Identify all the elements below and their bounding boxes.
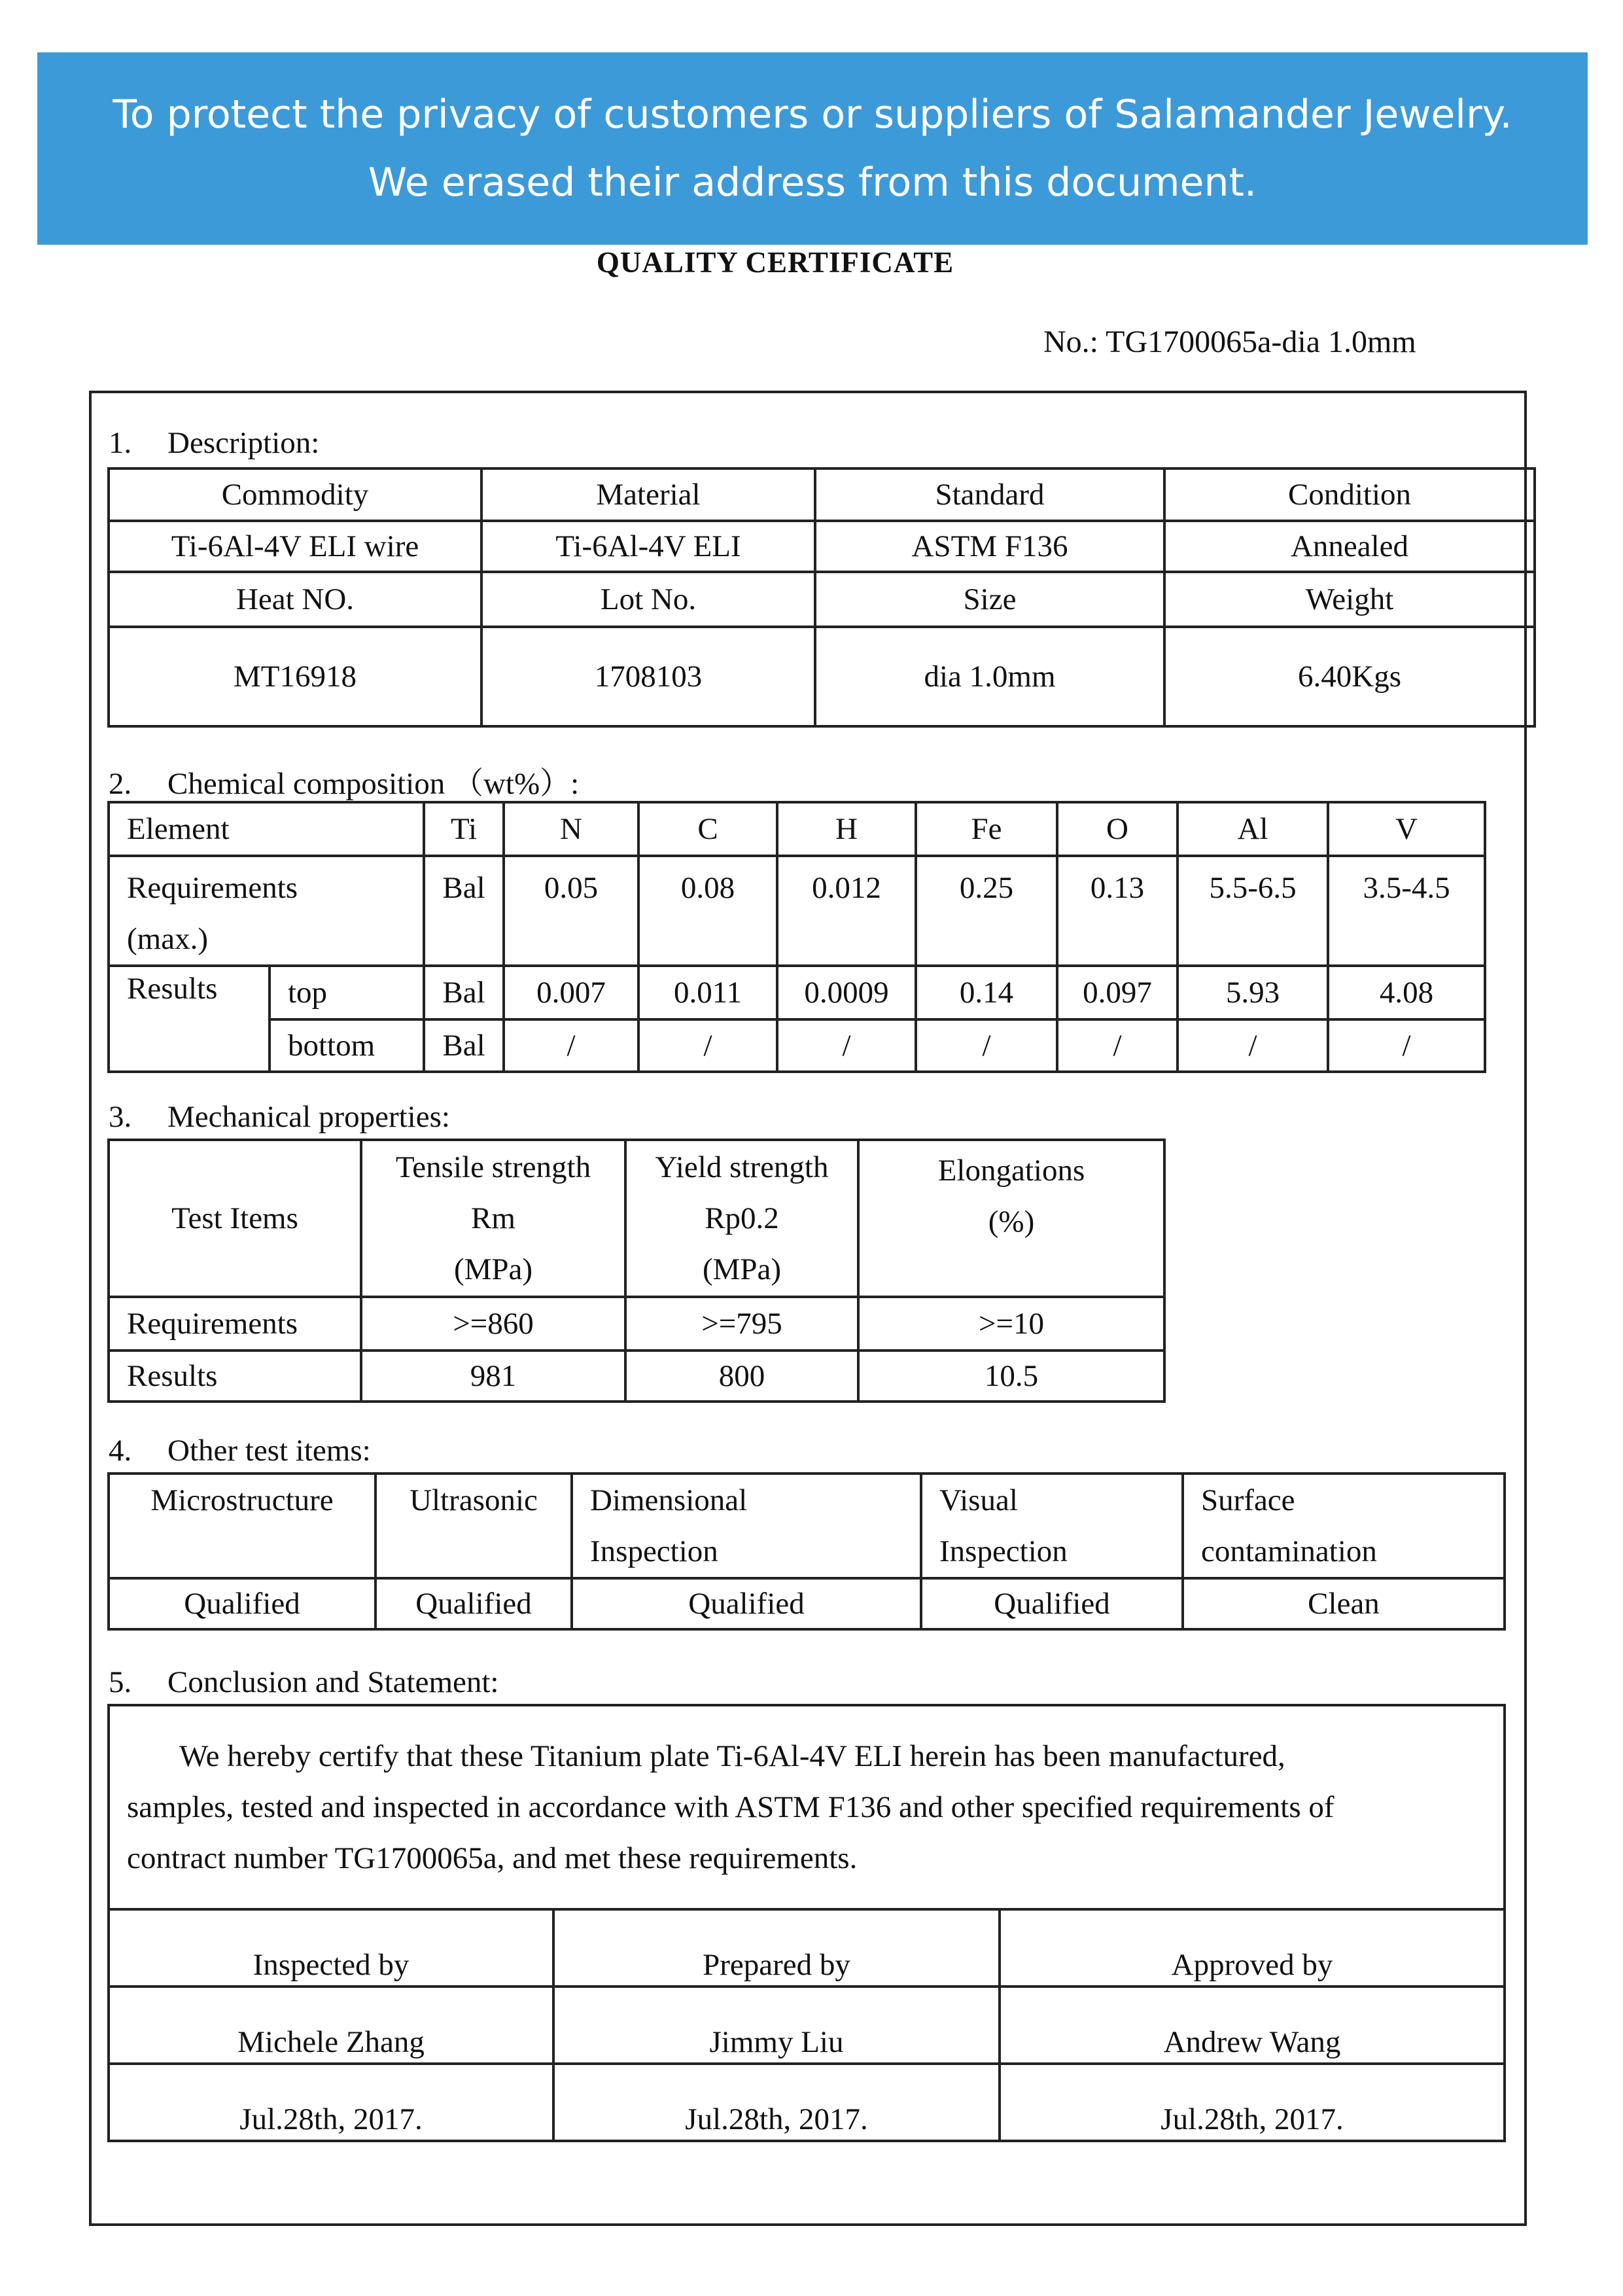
other-tests-table xyxy=(107,1472,1506,1631)
chem-results-label: Results xyxy=(109,966,270,1072)
commodity-value: Ti-6Al-4V ELI wire xyxy=(109,521,481,572)
section-1-number: 1. xyxy=(109,426,132,460)
section-5-heading xyxy=(109,1665,499,1700)
privacy-banner xyxy=(37,52,1588,245)
req-c: 0.08 xyxy=(638,856,777,966)
top-ti: Bal xyxy=(424,966,504,1019)
top-o: 0.097 xyxy=(1057,966,1178,1019)
description-value-row xyxy=(109,521,1535,572)
statement-text xyxy=(109,1705,1505,1909)
document-number: No.: TG1700065a-dia 1.0mm xyxy=(1043,325,1416,359)
element-row xyxy=(109,802,1485,856)
tensile-line-1: Tensile strength xyxy=(395,1150,591,1184)
elongation-line-2: (%) xyxy=(988,1205,1035,1239)
statement-line-1: We hereby certify that these Titanium plate Ti-6Al-4V ELI herein has been manufactured, xyxy=(179,1739,1285,1773)
weight-header: Weight xyxy=(1164,572,1535,627)
bottom-label: bottom xyxy=(270,1019,424,1072)
heat-value-row xyxy=(109,627,1535,726)
section-3-title: Mechanical properties: xyxy=(167,1100,450,1134)
top-h: 0.0009 xyxy=(777,966,916,1019)
section-1-heading xyxy=(109,425,319,461)
weight-value: 6.40Kgs xyxy=(1164,627,1535,726)
heat-header-row xyxy=(109,572,1535,627)
top-n: 0.007 xyxy=(504,966,638,1019)
element-label: Element xyxy=(109,802,424,856)
prepared-date: Jul.28th, 2017. xyxy=(553,2064,1000,2141)
section-4-title: Other test items: xyxy=(167,1434,371,1468)
microstructure-header: Microstructure xyxy=(109,1474,375,1578)
mech-results-label: Results xyxy=(109,1351,361,1402)
other-items-row xyxy=(109,1474,1505,1578)
top-v: 4.08 xyxy=(1328,966,1485,1019)
statement-line-3: contract number TG1700065a, and met these requirements. xyxy=(127,1841,858,1875)
condition-header: Condition xyxy=(1164,468,1535,521)
visual-line-1: Visual xyxy=(939,1483,1018,1517)
banner-line-1: To protect the privacy of customers or suppliers of Salamander Jewelry. xyxy=(113,92,1512,137)
section-2-number: 2. xyxy=(109,767,132,801)
names-row xyxy=(109,1987,1505,2064)
statement-line-2: samples, tested and inspected in accordance with ASTM F136 and other specified requirements of xyxy=(127,1790,1335,1824)
section-2-heading xyxy=(109,759,579,803)
mechanical-table xyxy=(107,1139,1166,1403)
mech-results-row xyxy=(109,1351,1164,1402)
prepared-by-label: Prepared by xyxy=(553,1909,1000,1987)
test-items-header: Test Items xyxy=(109,1140,361,1297)
yield-result: 800 xyxy=(625,1351,858,1402)
inspected-date: Jul.28th, 2017. xyxy=(109,2064,553,2141)
section-4-heading xyxy=(109,1433,371,1468)
elongation-result: 10.5 xyxy=(858,1351,1164,1402)
bottom-n: / xyxy=(504,1019,638,1072)
yield-line-1: Yield strength xyxy=(655,1150,829,1184)
preparer-name: Jimmy Liu xyxy=(553,1987,1000,2064)
lot-no-header: Lot No. xyxy=(481,572,815,627)
tensile-header xyxy=(361,1140,625,1297)
size-value: dia 1.0mm xyxy=(815,627,1164,726)
dimensional-result: Qualified xyxy=(572,1578,921,1629)
element-c: C xyxy=(638,802,777,856)
top-fe: 0.14 xyxy=(916,966,1057,1019)
section-3-number: 3. xyxy=(109,1100,132,1134)
element-al: Al xyxy=(1178,802,1328,856)
req-fe: 0.25 xyxy=(916,856,1057,966)
section-1-title: Description: xyxy=(167,426,320,460)
approver-name: Andrew Wang xyxy=(1000,1987,1505,2064)
element-h: H xyxy=(777,802,916,856)
standard-header: Standard xyxy=(815,468,1164,521)
surface-result: Clean xyxy=(1183,1578,1505,1629)
microstructure-result: Qualified xyxy=(109,1578,375,1629)
visual-result: Qualified xyxy=(921,1578,1183,1629)
req-v: 3.5-4.5 xyxy=(1328,856,1485,966)
bottom-v: / xyxy=(1328,1019,1485,1072)
document-title: QUALITY CERTIFICATE xyxy=(596,246,954,279)
ultrasonic-header: Ultrasonic xyxy=(375,1474,572,1578)
element-ti: Ti xyxy=(424,802,504,856)
banner-line-2: We erased their address from this document. xyxy=(368,160,1257,205)
tensile-requirement: >=860 xyxy=(361,1297,625,1351)
chem-requirements-label xyxy=(109,856,424,966)
element-o: O xyxy=(1057,802,1178,856)
surface-line-2: contamination xyxy=(1201,1534,1377,1568)
yield-line-3: (MPa) xyxy=(702,1252,782,1286)
roles-row xyxy=(109,1909,1505,1987)
section-5-title: Conclusion and Statement: xyxy=(167,1665,499,1699)
section-5-number: 5. xyxy=(109,1665,132,1699)
other-results-row xyxy=(109,1578,1505,1629)
surface-header xyxy=(1183,1474,1505,1578)
bottom-fe: / xyxy=(916,1019,1057,1072)
tensile-line-3: (MPa) xyxy=(453,1252,533,1286)
top-c: 0.011 xyxy=(638,966,777,1019)
description-table xyxy=(107,467,1536,728)
ultrasonic-result: Qualified xyxy=(375,1578,572,1629)
element-fe: Fe xyxy=(916,802,1057,856)
element-v: V xyxy=(1328,802,1485,856)
size-header: Size xyxy=(815,572,1164,627)
yield-header xyxy=(625,1140,858,1297)
tensile-result: 981 xyxy=(361,1351,625,1402)
section-4-number: 4. xyxy=(109,1434,132,1468)
lot-no-value: 1708103 xyxy=(481,627,815,726)
bottom-ti: Bal xyxy=(424,1019,504,1072)
elongation-header xyxy=(858,1140,1164,1297)
req-n: 0.05 xyxy=(504,856,638,966)
chem-results-top-row xyxy=(109,966,1485,1019)
mech-requirements-label: Requirements xyxy=(109,1297,361,1351)
bottom-h: / xyxy=(777,1019,916,1072)
approved-by-label: Approved by xyxy=(1000,1909,1505,1987)
dimensional-line-2: Inspection xyxy=(590,1534,718,1568)
tensile-line-2: Rm xyxy=(471,1201,515,1235)
section-3-heading xyxy=(109,1099,450,1135)
approved-date: Jul.28th, 2017. xyxy=(1000,2064,1505,2141)
req-al: 5.5-6.5 xyxy=(1178,856,1328,966)
mech-requirements-row xyxy=(109,1297,1164,1351)
description-header-row xyxy=(109,468,1535,521)
req-ti: Bal xyxy=(424,856,504,966)
heat-no-header: Heat NO. xyxy=(109,572,481,627)
surface-line-1: Surface xyxy=(1201,1483,1295,1517)
chem-results-bottom-row xyxy=(109,1019,1485,1072)
req-h: 0.012 xyxy=(777,856,916,966)
conclusion-table xyxy=(107,1704,1506,2142)
top-label: top xyxy=(270,966,424,1019)
visual-line-2: Inspection xyxy=(939,1534,1068,1568)
elongation-requirement: >=10 xyxy=(858,1297,1164,1351)
chem-requirements-sub: (max.) xyxy=(127,922,208,956)
element-n: N xyxy=(504,802,638,856)
chem-requirements-row xyxy=(109,856,1485,966)
dates-row xyxy=(109,2064,1505,2141)
inspector-name: Michele Zhang xyxy=(109,1987,553,2064)
material-value: Ti-6Al-4V ELI xyxy=(481,521,815,572)
yield-line-2: Rp0.2 xyxy=(705,1201,779,1235)
inspected-by-label: Inspected by xyxy=(109,1909,553,1987)
material-header: Material xyxy=(481,468,815,521)
bottom-c: / xyxy=(638,1019,777,1072)
standard-value: ASTM F136 xyxy=(815,521,1164,572)
visual-header xyxy=(921,1474,1183,1578)
chemical-table xyxy=(107,801,1486,1073)
condition-value: Annealed xyxy=(1164,521,1535,572)
section-2-title: Chemical composition （wt%）: xyxy=(167,767,580,801)
bottom-o: / xyxy=(1057,1019,1178,1072)
dimensional-header xyxy=(572,1474,921,1578)
req-o: 0.13 xyxy=(1057,856,1178,966)
elongation-line-1: Elongations xyxy=(937,1154,1085,1188)
mech-header-row xyxy=(109,1140,1164,1297)
statement-row xyxy=(109,1705,1505,1909)
chem-requirements-text: Requirements xyxy=(127,871,298,905)
bottom-al: / xyxy=(1178,1019,1328,1072)
commodity-header: Commodity xyxy=(109,468,481,521)
heat-no-value: MT16918 xyxy=(109,627,481,726)
yield-requirement: >=795 xyxy=(625,1297,858,1351)
dimensional-line-1: Dimensional xyxy=(590,1483,748,1517)
top-al: 5.93 xyxy=(1178,966,1328,1019)
